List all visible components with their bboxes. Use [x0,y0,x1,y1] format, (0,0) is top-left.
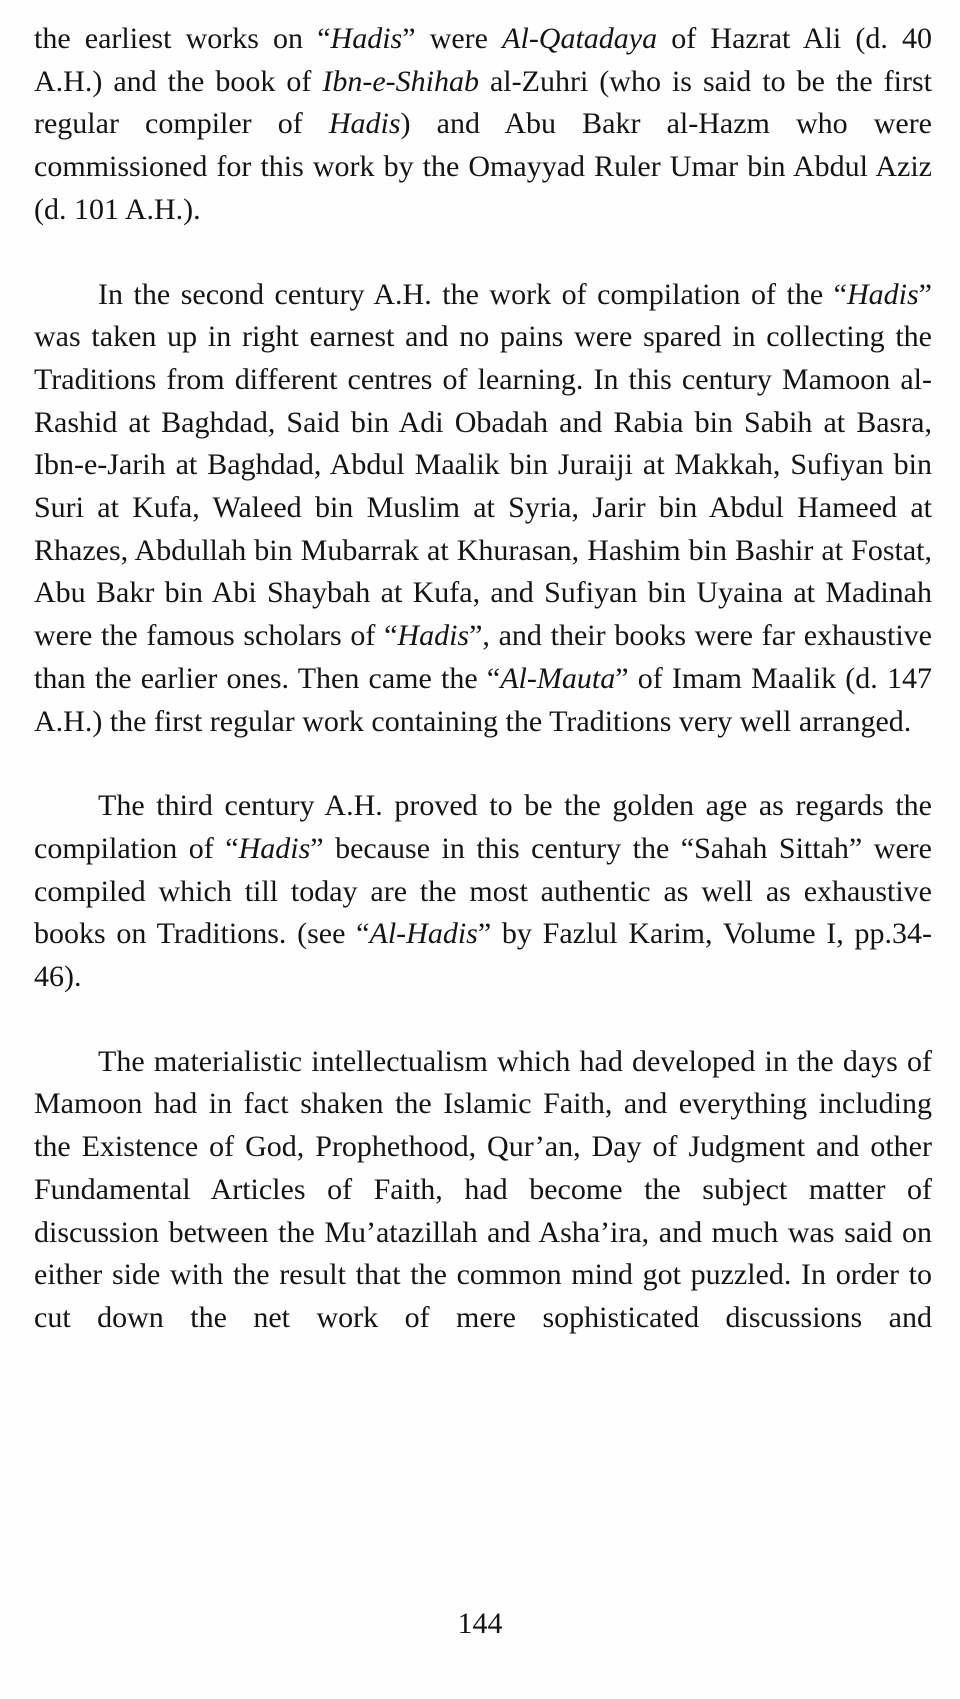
italic-term: Hadis [328,107,401,141]
text-segment: ” were [402,22,503,55]
italic-term: Hadis [238,831,311,865]
italic-term: Hadis [397,619,470,653]
italic-term: Al-Hadis [369,917,478,951]
text-segment: of Hazrat Ali (d. 40 A.H.) and the book of [34,22,932,98]
italic-term: Al-Mauta [500,661,616,695]
paragraph-third-century [34,785,932,999]
text-segment: the earliest works on “ [34,22,331,55]
italic-term: Hadis [846,277,919,311]
text-segment: The materialistic intellectualism which had developed in the days of Mamoon had in fact shaken the Islamic Faith, and everything including the Existence of God, Prophethood, Qur’an, Day of Judgment and other Fundamental Articles of Faith, had become the subject matter of discussion between the Mu’atazillah and Asha’ira, and much was said on either side with the result that the common mind got puzzled. In order to cut down the net work of mere sophisticated discussions and [34,1044,932,1334]
text-segment: ”, and their books were far exhaustive than the earlier ones. Then came the “ [34,619,932,695]
text-segment: ” was taken up in right earnest and no pains were spared in collecting the Traditions from different centres of learning. In this century Mamoon al-Rashid at Baghdad, Said bin Adi Obadah and Rabia bin Sabih at Basra, Ibn-e-Jarih at Baghdad, Abdul Maalik bin Juraiji at Makkah, Sufiyan bin Suri at Kufa, Waleed bin Muslim at Syria, Jarir bin Abdul Hameed at Rhazes, Abdullah bin Mubarrak at Khurasan, Hashim bin Bashir at Fostat, Abu Bakr bin Abi Shaybah at Kufa, and Sufiyan bin Uyaina at Madinah were the famous scholars of “ [34,277,932,653]
page-number: 144 [457,1607,503,1640]
italic-term: Hadis [330,22,403,55]
paragraph-materialistic-intellectualism [34,1041,932,1340]
text-segment: ” because in this century the “Sahah Sittah” were compiled which till today are the most authentic as well as exhaustive books on Traditions. (see “ [34,831,932,951]
text-segment: In the second century A.H. the work of compilation of the “ [98,277,847,311]
text-segment: ) and Abu Bakr al-Hazm who were commissioned for this work by the Omayyad Ruler Umar bin Abdul Aziz (d. 101 A.H.). [34,107,932,226]
paragraph-early-works [34,18,932,232]
text-segment: al-Zuhri (who is said to be the first regular compiler of [34,64,932,141]
italic-term: Al-Qatadaya [502,22,658,55]
italic-term: Ibn-e-Shihab [322,64,479,98]
text-segment: ” of Imam Maalik (d. 147 A.H.) the first regular work containing the Traditions very well arranged. [34,661,933,738]
paragraph-second-century [34,274,932,744]
text-segment: The third century A.H. proved to be the golden age as regards the compilation of “ [34,789,932,865]
body-text [34,18,932,1340]
text-segment: ” by Fazlul Karim, Volume I, pp.34-46). [34,917,932,994]
